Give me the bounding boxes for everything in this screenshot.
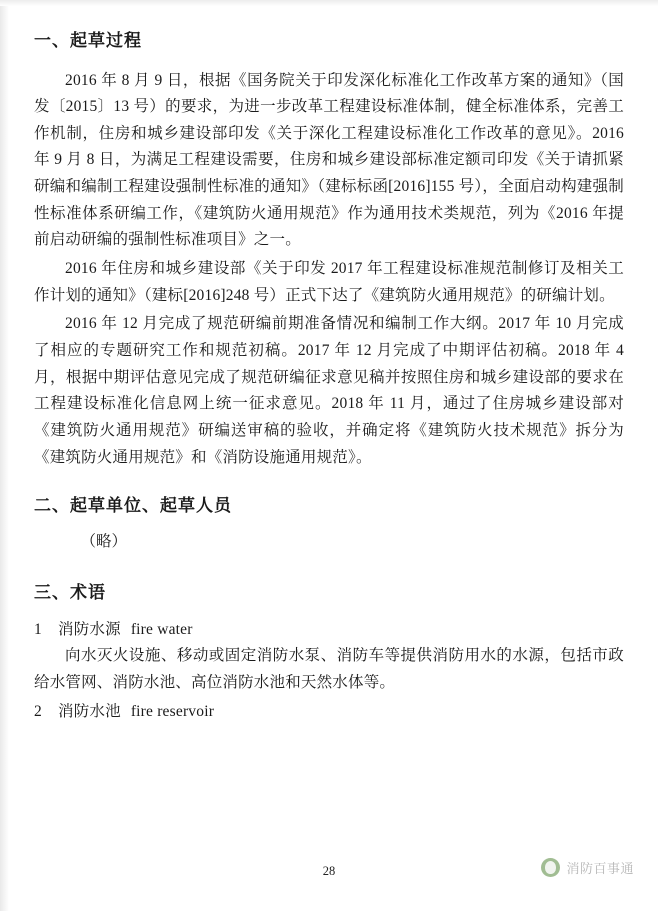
paragraph: 2016 年 12 月完成了规范研编前期准备情况和编制工作大纲。2017 年 10 月完成了相应的专题研究工作和规范初稿。2017 年 12 月完成了中期评估初稿。2018 年 4 月，根据中期评估意见完成了规范研编征求意见稿并按照住房和城乡建设部的要求在工程建设标准化信息网上统一征求意见。2018 年 11 月，通过了住房城乡建设部对《建筑防火通用规范》研编送审稿的验收，并确定将《建筑防火技术规范》拆分为《建筑防火通用规范》和《消防设施通用规范》。 bbox=[34, 315, 624, 466]
term-definition: 向水灭火设施、移动或固定消防水泵、消防车等提供消防用水的水源，包括市政给水管网、消防水池、高位消防水池和天然水体等。 bbox=[34, 647, 624, 691]
watermark-label: 消防百事通 bbox=[566, 861, 634, 876]
term-name-group bbox=[58, 617, 624, 643]
term-number: 1 bbox=[34, 621, 42, 638]
scan-edge-left bbox=[0, 0, 9, 911]
section-heading-terms: 三、术语 bbox=[34, 582, 106, 602]
scan-edge-top bbox=[0, 0, 658, 6]
term-name-cn: 消防水池 bbox=[58, 702, 121, 720]
term-name-group bbox=[58, 699, 624, 725]
section-heading-drafting-process: 一、起草过程 bbox=[34, 31, 142, 50]
section-heading-drafting-units: 二、起草单位、起草人员 bbox=[34, 496, 232, 516]
term-entry bbox=[34, 617, 624, 643]
paragraph: 2016 年住房和城乡建设部《关于印发 2017 年工程建设标准规范制修订及相关工作计划的通知》（建标[2016]248 号）正式下达了《建筑防火通用规范》的研编计划。 bbox=[34, 260, 624, 304]
paragraph: 2016 年 8 月 9 日，根据《国务院关于印发深化标准化工作改革方案的通知》（国发〔2015〕13 号）的要求，为进一步改革工程建设标准体制，健全标准体系，完善工作机制，住房和城乡建设部印发《关于深化工程建设标准化工作改革的意见》。2016 年 9 月 8 日，为满足工程建设需要，住房和城乡建设部标准定额司印发《关于请抓紧研编和编制工程建设强制性标准的通知》（建标标函[2016]155 号），全面启动构建强制性标准体系研编工作，《建筑防火通用规范》作为通用技术类规范，列为《2016 年提前启动研编的强制性标准项目》之一。 bbox=[34, 71, 624, 249]
term-number: 2 bbox=[34, 702, 42, 720]
term-name-en: fire water bbox=[130, 621, 193, 638]
watermark bbox=[541, 858, 634, 877]
leaf-circle-icon bbox=[541, 858, 560, 877]
term-name-cn: 消防水源 bbox=[58, 621, 121, 638]
page-number: 28 bbox=[322, 864, 336, 878]
omitted-note: （略） bbox=[80, 532, 128, 550]
term-entry bbox=[34, 699, 624, 725]
term-name-en: fire reservoir bbox=[130, 702, 215, 720]
